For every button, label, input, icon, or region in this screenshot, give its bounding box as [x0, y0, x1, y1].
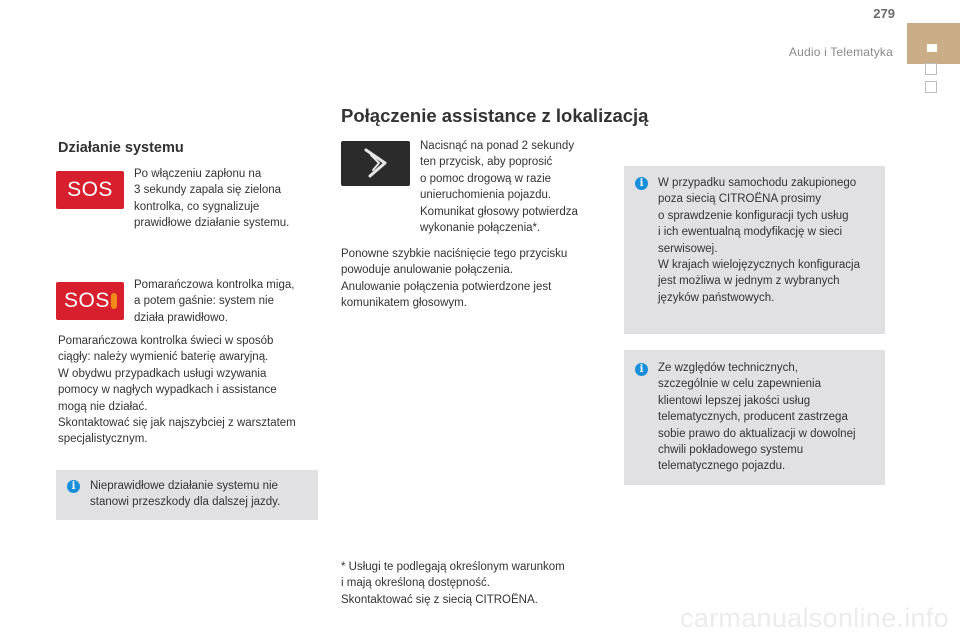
sos-label: SOS	[64, 289, 110, 312]
chapter-tab-marker	[927, 44, 937, 52]
sos-label: SOS	[67, 178, 113, 201]
left-section-title: Działanie systemu	[58, 140, 184, 156]
info-box-left	[56, 470, 318, 520]
assistance-button-description: Nacisnąć na ponad 2 sekundy ten przycisk, aby poprosić o pomoc drogową w razie unieruchomienia pojazdu. Komunikat głosowy potwierdza wykonanie połączenia*.	[420, 140, 578, 235]
main-title: Połączenie assistance z lokalizacją	[341, 105, 649, 126]
footnote: * Usługi te podlegają określonym warunkom i mają określoną dostępność. Skontaktować się z siecią CITROËNA.	[341, 561, 565, 606]
ds-logo-icon	[341, 141, 410, 186]
nav-square-top	[925, 63, 937, 75]
page-number: 279	[873, 6, 895, 21]
info-box-right-top-text: W przypadku samochodu zakupionego poza siecią CITROËNA prosimy o sprawdzenie konfiguracji tych usług i ich ewentualną modyfikację w sieci serwisowej. W krajach wielojęzycznych konfiguracja jest możliwa w jednym z wybranych języków państwowych.	[658, 177, 860, 304]
info-icon: i	[635, 177, 648, 190]
sos-badge-green	[56, 171, 124, 209]
section-title: Audio i Telematyka	[788, 45, 893, 59]
battery-paragraph: Pomarańczowa kontrolka świeci w sposób ciągły: należy wymienić baterię awaryjną. W obydwu przypadkach usługi wzywania pomocy w nagłych wypadkach i assistance mogą nie działać. Skontaktować się jak najszybciej z warsztatem specjalistycznym.	[58, 335, 296, 446]
sos-green-description: Po włączeniu zapłonu na 3 sekundy zapala się zielona kontrolka, co sygnalizuje prawidłowe działanie systemu.	[134, 168, 290, 230]
sos-orange-description: Pomarańczowa kontrolka miga, a potem gaśnie: system nie działa prawidłowo.	[134, 279, 295, 324]
info-box-right-bottom-text: Ze względów technicznych, szczególnie w celu zapewnienia klientowi lepszej jakości usług telematycznych, producent zastrzega sobie prawo do aktualizacji w dowolnej chwili pokładowego systemu telematycznego pojazdu.	[658, 362, 856, 473]
sos-badge-orange	[56, 282, 124, 320]
info-icon: i	[635, 363, 648, 376]
cancel-paragraph: Ponowne szybkie naciśnięcie tego przycisku powoduje anulowanie połączenia. Anulowanie połączenia potwierdzone jest komunikatem głosowym.	[341, 248, 568, 310]
assistance-button-image	[341, 141, 410, 186]
info-box-right-top	[624, 166, 885, 334]
watermark: carmanualsonline.info	[680, 603, 949, 633]
nav-square-bottom	[925, 81, 937, 93]
info-icon: i	[67, 480, 80, 493]
info-box-left-text: Nieprawidłowe działanie systemu nie stanowi przeszkody dla dalszej jazdy.	[90, 480, 281, 509]
orange-lamp-icon	[111, 293, 117, 309]
info-box-right-bottom	[624, 350, 885, 485]
